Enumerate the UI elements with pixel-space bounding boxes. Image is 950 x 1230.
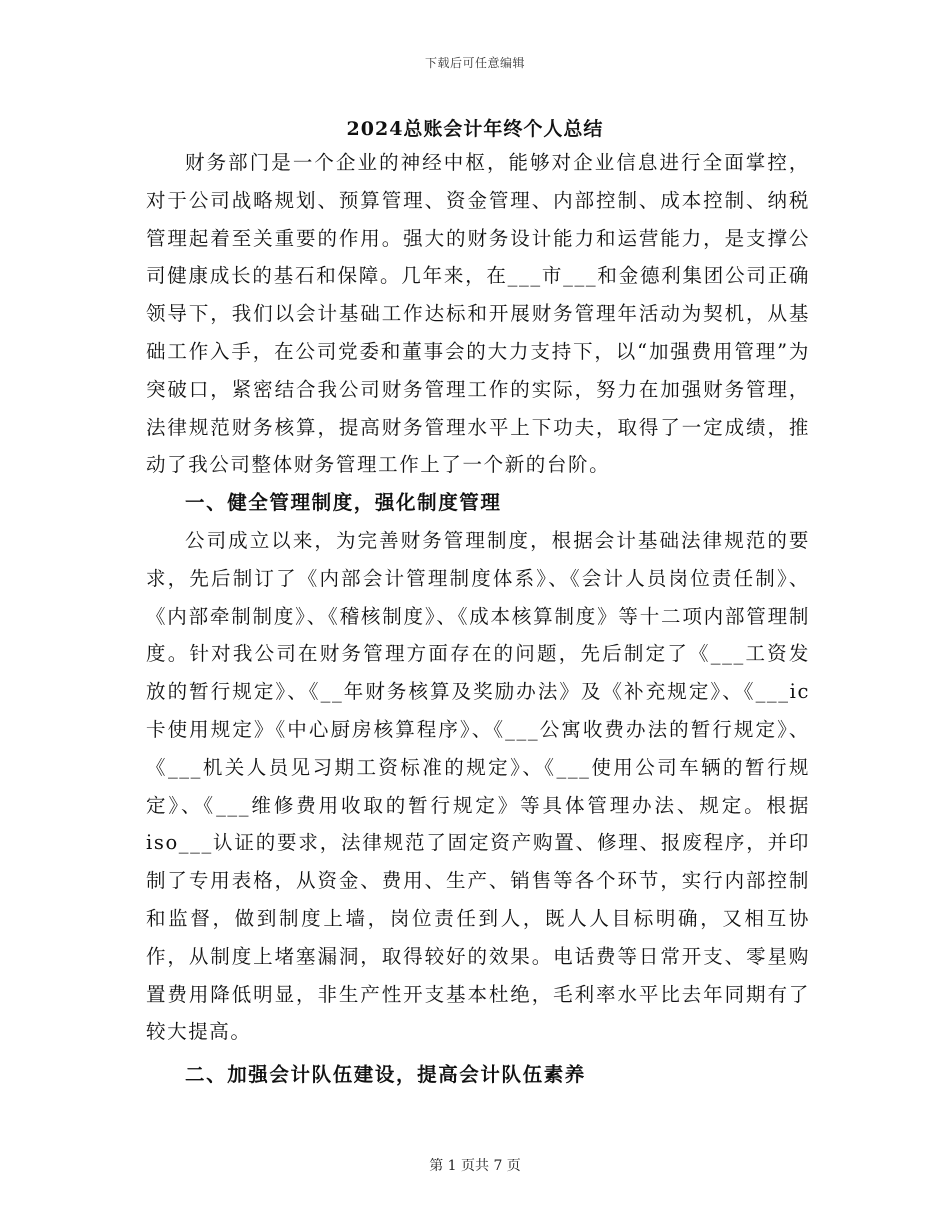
page-header-note: 下载后可任意编辑 <box>424 56 525 70</box>
intro-paragraph: 财务部门是一个企业的神经中枢，能够对企业信息进行全面掌控，对于公司战略规划、预算管理、资金管理、内部控制、成本控制、纳税管理起着至关重要的作用。强大的财务设计能力和运营能力，是支撑公司健康成长的基石和保障。几年来，在___市___和金德利集团公司正确领导下，我们以会计基础工作达标和开展财务管理年活动为契机，从基础工作入手，在公司党委和董事会的大力支持下，以“加强费用管理”为突破口，紧密结合我公司财务管理工作的实际，努力在加强财务管理，法律规范财务核算，提高财务管理水平上下功夫，取得了一定成绩，推动了我公司整体财务管理工作上了一个新的台阶。 <box>146 151 810 477</box>
section-2-heading: 二、加强会计队伍建设，提高会计队伍素养 <box>185 1063 586 1087</box>
document-body <box>146 144 810 1094</box>
document-title: 2024总账会计年终个人总结 <box>346 118 604 140</box>
page-number: 第 1 页共 7 页 <box>429 1158 521 1174</box>
section-1-paragraph: 公司成立以来，为完善财务管理制度，根据会计基础法律规范的要求，先后制订了《内部会计管理制度体系》、《会计人员岗位责任制》、《内部牵制制度》、《稽核制度》、《成本核算制度》等十二项内部管理制度。针对我公司在财务管理方面存在的问题，先后制定了《___工资发放的暂行规定》、《__年财务核算及奖励办法》及《补充规定》、《___ic卡使用规定》《中心厨房核算程序》、《___公寓收费办法的暂行规定》、《___机关人员见习期工资标准的规定》、《___使用公司车辆的暂行规定》、《___维修费用收取的暂行规定》等具体管理办法、规定。根据iso___认证的要求，法律规范了固定资产购置、修理、报废程序，并印制了专用表格，从资金、费用、生产、销售等各个环节，实行内部控制和监督，做到制度上墙，岗位责任到人，既人人目标明确，又相互协作，从制度上堵塞漏洞，取得较好的效果。电话费等日常开支、零星购置费用降低明显，非生产性开支基本杜绝，毛利率水平比去年同期有了较大提高。 <box>146 528 810 1044</box>
section-1-heading: 一、健全管理制度，强化制度管理 <box>185 491 502 515</box>
